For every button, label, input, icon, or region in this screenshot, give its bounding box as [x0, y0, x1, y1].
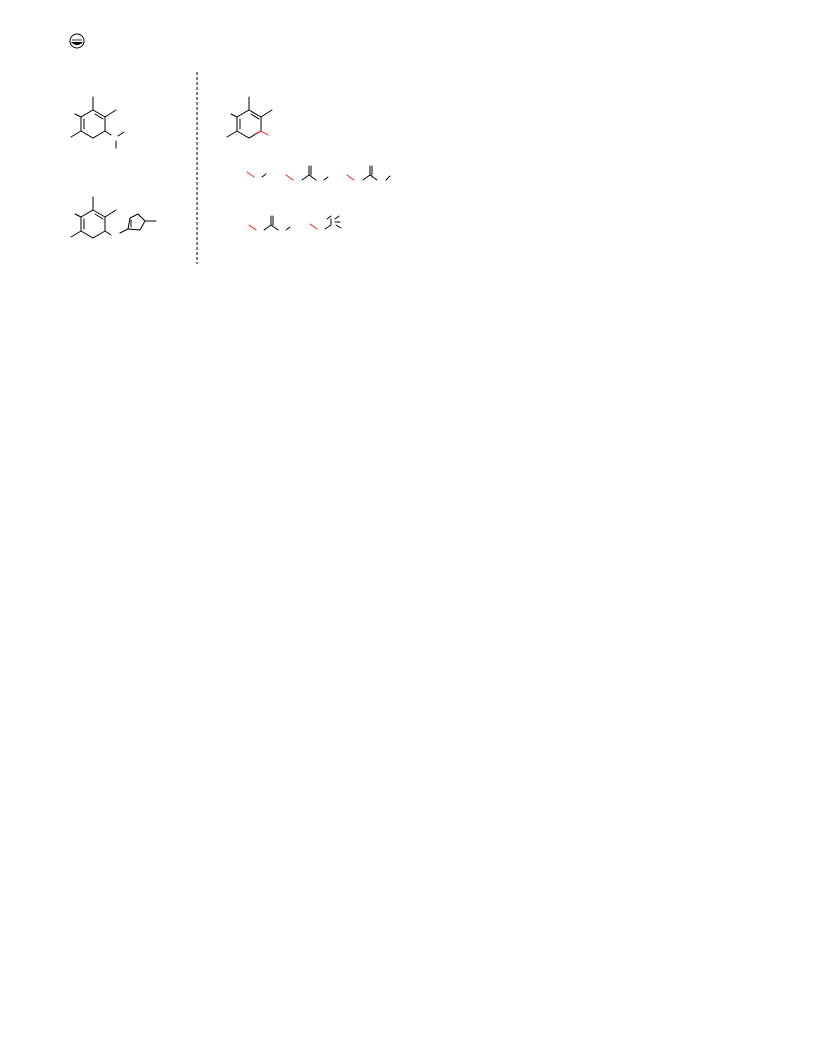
substituent-fragment: [247, 172, 266, 177]
substituent-fragment: [286, 166, 328, 180]
radioactive-symbol-icon: [70, 34, 84, 48]
substituent-row-1: [247, 166, 390, 180]
structure-pyridine-amine: [71, 97, 124, 148]
substituent-row-2: [249, 216, 341, 230]
substituent-fragment: [310, 216, 341, 229]
substituent-fragment: [249, 216, 290, 230]
substituent-fragment: [347, 166, 390, 180]
structure-pyranone-core: [227, 97, 272, 138]
structure-pyridine-thiazole: [71, 197, 156, 238]
